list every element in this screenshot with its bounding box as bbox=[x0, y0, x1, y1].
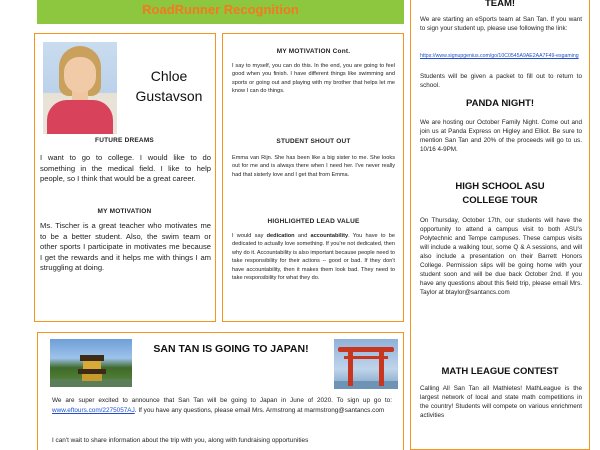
motivation-continued-box bbox=[222, 33, 404, 322]
panda-night-text: We are hosting our October Family Night. Come out and join us at Panda Express on Higley and Elliot. Be sure to mention San Tan and 20% of the proceeds will go to us. 10/16 4-9PM. bbox=[420, 119, 582, 153]
recognition-banner bbox=[37, 0, 404, 24]
asu-tour-text: On Thursday, October 17th, our students will have the opportunity to attend a campus visit to both ASU's Polytechnic and Tempe campuses. These campus visits will include a walking tour, some Q & A sessions, and will also include a presentation on their Barrett Honors College. Permission slips will be going home with your student soon and will be due back October 2nd. If you have any questions about this field trip, please email Mrs. Taylor at btaylor@santancs.com bbox=[420, 217, 582, 296]
motivation-cont-heading: MY MOTIVATION Cont. bbox=[276, 48, 351, 55]
torii-gate-image bbox=[334, 339, 398, 389]
esports-text: We are starting an eSports team at San Tan. If you want to sign your student up, please use following the link: bbox=[420, 16, 582, 32]
banner-title: RoadRunner Recognition bbox=[142, 2, 299, 17]
asu-tour-heading: HIGH SCHOOL ASU COLLEGE TOUR bbox=[455, 181, 545, 206]
japan-trip-text-2: I can't wait to share information about the trip with you, along with fundraising opportunities bbox=[52, 437, 309, 444]
motivation-cont-text: I say to myself, you can do this. In the end, you are going to feel good when you finish. I have different things like swimming and sports or going out and playing with my brother that helps let me know I can do things. bbox=[232, 63, 395, 95]
student-photo bbox=[43, 42, 117, 134]
lead-value-heading: HIGHLIGHTED LEAD VALUE bbox=[267, 218, 360, 225]
student-first-name: Chloe bbox=[150, 68, 188, 84]
shout-out-text: Emma van Rijn. She has been like a big sister to me. She looks out for me and is always there when I need her. I've never really had that sisterly love and I get that from Emma. bbox=[232, 155, 395, 178]
esports-note: Students will be given a packet to fill out to return to school. bbox=[420, 73, 582, 89]
announcements-column bbox=[410, 0, 590, 450]
student-name bbox=[127, 66, 211, 106]
eftours-link[interactable]: www.eftours.com/2275057AJ bbox=[52, 406, 135, 414]
motivation-heading: MY MOTIVATION bbox=[97, 208, 152, 215]
student-spotlight-box bbox=[34, 33, 216, 322]
esports-heading: TEAM! bbox=[484, 0, 516, 9]
lead-value-text: I would say dedication and accountability. You have to be dedicated to actually love something. If you're not dedicated, then why do it. Accountability is also important because people need to take responsibility for their actions -- good or bad. If they don't have accountability, then it makes them look bad. They need to take responsibility for what they do. bbox=[232, 233, 395, 282]
motivation-text: Ms. Tischer is a great teacher who motivates me to be a better student. Also, the swim team or other sports I participate in motivates me because I get the rewards and it helps me with things I am struggling at doing. bbox=[40, 221, 211, 273]
future-dreams-heading: FUTURE DREAMS bbox=[95, 137, 154, 144]
shout-out-heading: STUDENT SHOUT OUT bbox=[276, 138, 351, 145]
japan-trip-box bbox=[37, 332, 404, 450]
math-league-heading: MATH LEAGUE CONTEST bbox=[441, 366, 559, 377]
math-league-text: Calling All San Tan all Mathletes! MathLeague is the largest network of local and state math competitions in the country! Students will compete on various enrichment activities bbox=[420, 385, 582, 419]
panda-night-heading: PANDA NIGHT! bbox=[465, 98, 535, 109]
future-dreams-text: I want to go to college. I would like to do something in the medical field. I like to help people, so I think that would be a great career. bbox=[40, 153, 211, 184]
japan-trip-title: SAN TAN IS GOING TO JAPAN! bbox=[153, 343, 309, 355]
japan-trip-text: We are super excited to announce that San Tan will be going to Japan in June of 2020. To sign up go to: www.eftours.com/2275057AJ. If you have any questions, please email Mrs. Armstrong at marmstrong@santancs.com bbox=[52, 397, 392, 414]
student-last-name: Gustavson bbox=[135, 88, 203, 104]
golden-pavilion-image bbox=[50, 339, 132, 387]
esports-signup-link[interactable]: https://www.signupgenius.com/go/10C0545A9AE2AA7F49-esgaming bbox=[420, 53, 579, 59]
